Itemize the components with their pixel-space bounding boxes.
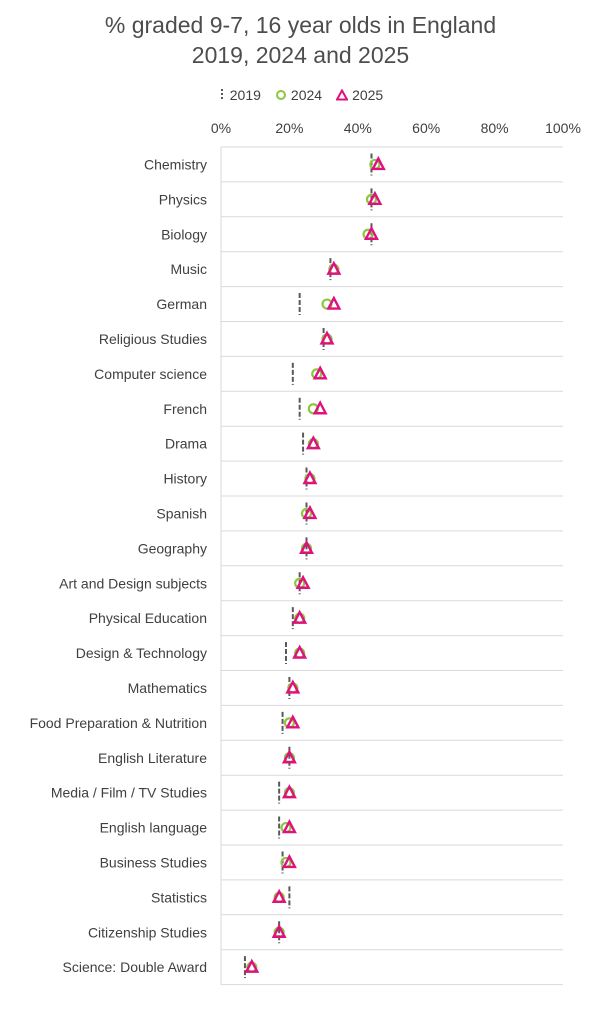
x-tick-label: 80% (480, 120, 509, 136)
marker-2025 (304, 473, 315, 484)
legend-label-2019: 2019 (229, 87, 261, 103)
marker-2025 (294, 647, 305, 658)
category-label: French (163, 400, 207, 417)
category-label: English language (99, 819, 207, 836)
category-label: Biology (161, 226, 207, 243)
category-label: Citizenship Studies (87, 924, 207, 941)
category-label: Art and Design subjects (59, 575, 207, 592)
x-tick-label: 20% (275, 120, 304, 136)
category-label: Statistics (150, 889, 207, 906)
legend-label-2024: 2024 (290, 87, 323, 103)
legend-label-2025: 2025 (352, 87, 384, 103)
marker-2025 (308, 438, 319, 449)
marker-2025 (246, 961, 257, 972)
marker-2025 (287, 682, 298, 693)
category-label: Business Studies (99, 854, 207, 871)
category-label: Physical Education (88, 610, 207, 627)
category-label: Geography (137, 540, 207, 557)
x-tick-label: 100% (545, 120, 581, 136)
category-label: Physics (158, 191, 207, 208)
marker-2025 (284, 787, 295, 798)
chart-title-line-2: 2019, 2024 and 2025 (191, 42, 410, 68)
category-label: Mathematics (127, 679, 207, 696)
chart-title-line-1: % graded 9-7, 16 year olds in England (104, 12, 497, 38)
x-tick-label: 60% (412, 120, 441, 136)
x-tick-label: 40% (343, 120, 372, 136)
category-label: Drama (164, 435, 207, 452)
category-label: Design & Technology (75, 645, 207, 662)
marker-2025 (322, 333, 333, 344)
marker-2025 (294, 612, 305, 623)
marker-2025 (328, 263, 339, 274)
category-label: Spanish (156, 505, 207, 522)
category-label: Media / Film / TV Studies (50, 784, 207, 801)
category-label: Chemistry (143, 156, 207, 173)
category-label: History (163, 470, 207, 487)
category-label: English Literature (98, 749, 207, 766)
x-tick-label: 0% (210, 120, 232, 136)
category-label: German (156, 296, 207, 313)
category-label: Computer science (94, 365, 207, 382)
category-label: Music (170, 261, 207, 278)
category-label: Religious Studies (98, 330, 207, 347)
marker-2025 (274, 891, 285, 902)
category-label: Food Preparation & Nutrition (29, 714, 207, 731)
category-label: Science: Double Award (62, 959, 207, 976)
